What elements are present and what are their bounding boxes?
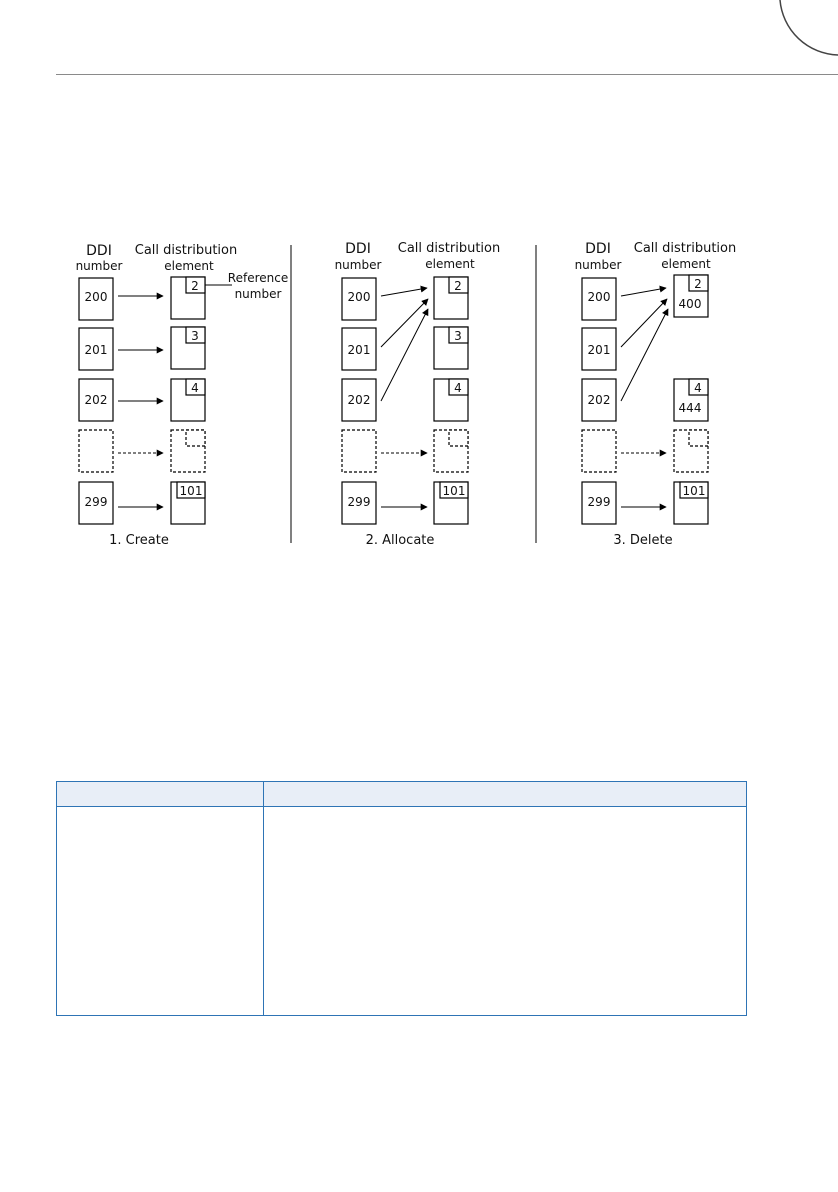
panel-caption: 3. Delete xyxy=(613,533,673,548)
ddi-number: 200 xyxy=(587,290,611,304)
ddi-number: 201 xyxy=(84,343,108,357)
panel-caption: 2. Allocate xyxy=(365,533,435,548)
info-table xyxy=(56,781,747,1016)
ddi-number: 299 xyxy=(587,495,611,509)
reference-label-line1: Reference xyxy=(227,271,289,285)
ddi-number: 200 xyxy=(84,290,108,304)
element-value: 444 xyxy=(678,401,702,415)
ddi-header-line1: DDI xyxy=(585,241,611,257)
arrow xyxy=(381,288,427,296)
call-distribution-diagram xyxy=(0,225,838,555)
ddi-number: 202 xyxy=(84,393,108,407)
reference-number: 2 xyxy=(694,277,702,291)
reference-tab-placeholder xyxy=(449,430,468,446)
ddi-number: 202 xyxy=(347,393,371,407)
ddi-number: 299 xyxy=(347,495,371,509)
element-header-line2: element xyxy=(425,257,475,271)
panel-create xyxy=(76,243,289,548)
ddi-header-line1: DDI xyxy=(86,243,112,259)
reference-number: 101 xyxy=(179,484,203,498)
arrow xyxy=(621,288,666,296)
arrow xyxy=(621,299,667,347)
ddi-number: 201 xyxy=(347,343,371,357)
reference-number: 4 xyxy=(694,381,702,395)
reference-number: 2 xyxy=(191,279,199,293)
element-header-line2: element xyxy=(164,259,214,273)
ddi-box-placeholder xyxy=(342,430,376,472)
reference-number: 4 xyxy=(191,381,199,395)
ddi-box-placeholder xyxy=(582,430,616,472)
ddi-box-placeholder xyxy=(79,430,113,472)
table-header-row xyxy=(57,782,746,807)
reference-number: 101 xyxy=(442,484,466,498)
element-header-line1: Call distribution xyxy=(397,241,501,256)
page-corner-arc xyxy=(0,0,838,120)
header-rule xyxy=(56,74,838,75)
ddi-number: 202 xyxy=(587,393,611,407)
reference-number: 2 xyxy=(454,279,462,293)
ddi-header-line2: number xyxy=(75,259,123,273)
ddi-header-line2: number xyxy=(334,258,382,272)
reference-number: 101 xyxy=(682,484,706,498)
reference-tab-placeholder xyxy=(186,430,205,446)
ddi-number: 299 xyxy=(84,495,108,509)
element-value: 400 xyxy=(678,297,702,311)
element-header-line1: Call distribution xyxy=(633,241,737,256)
reference-number: 3 xyxy=(191,329,199,343)
element-header-line1: Call distribution xyxy=(134,243,238,258)
panel-delete xyxy=(575,241,737,548)
ddi-header-line1: DDI xyxy=(345,241,371,257)
panel-allocate xyxy=(335,241,501,548)
element-header-line2: element xyxy=(661,257,711,271)
ddi-number: 200 xyxy=(347,290,371,304)
ddi-header-line2: number xyxy=(574,258,622,272)
reference-number: 4 xyxy=(454,381,462,395)
panel-caption: 1. Create xyxy=(109,533,169,548)
reference-label-line2: number xyxy=(234,287,282,301)
ddi-number: 201 xyxy=(587,343,611,357)
table-column-divider xyxy=(263,782,264,1015)
reference-number: 3 xyxy=(454,329,462,343)
reference-tab-placeholder xyxy=(689,430,708,446)
